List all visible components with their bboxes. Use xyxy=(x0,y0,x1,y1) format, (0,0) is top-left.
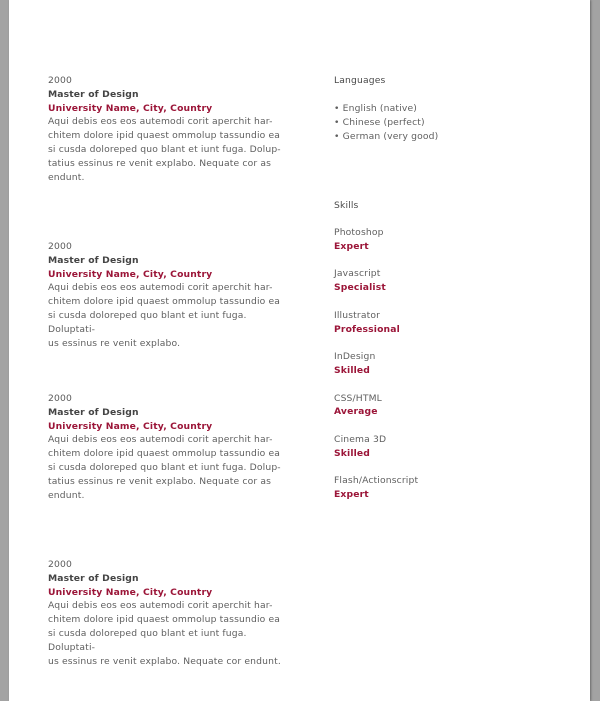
education-year: 2000 xyxy=(48,75,72,86)
resume-page xyxy=(9,0,590,701)
skills-list xyxy=(334,226,418,516)
education-university: University Name, City, Country xyxy=(48,420,213,432)
education-year: 2000 xyxy=(48,241,72,252)
skill-item xyxy=(334,350,418,378)
education-university: University Name, City, Country xyxy=(48,268,213,280)
skill-level: Skilled xyxy=(334,447,371,459)
skill-item xyxy=(334,309,418,337)
skill-name: InDesign xyxy=(334,351,376,363)
skill-name: Flash/Actionscript xyxy=(334,475,419,487)
language-item: • German (very good) xyxy=(334,130,439,142)
skill-level: Skilled xyxy=(334,364,371,376)
education-description: Aqui debis eos eos autemodi corit aperchit har- chitem dolore ipid quaest ommolup tassundio ea si cusda doloreped quo blant et iunt fuga. Doluptati- us essinus re venit explabo. xyxy=(48,282,281,349)
language-item: • English (native) xyxy=(334,103,418,114)
skill-name: Javascript xyxy=(334,268,381,280)
education-year: 2000 xyxy=(48,559,72,570)
skill-name: CSS/HTML xyxy=(334,392,382,404)
skill-level: Specialist xyxy=(334,282,386,294)
education-description: Aqui debis eos eos autemodi corit aperchit har- chitem dolore ipid quaest ommolup tassundio ea si cusda doloreped quo blant et iunt fuga. Dolup- tatius essinus re venit explabo. Nequate cor as endunt. xyxy=(48,116,281,183)
education-description: Aqui debis eos eos autemodi corit aperchit har- chitem dolore ipid quaest ommolup tassundio ea si cusda doloreped quo blant et iunt fuga. Dolup- tatius essinus re venit explabo. Nequate cor as endunt. xyxy=(48,434,281,501)
education-degree: Master of Design xyxy=(48,254,139,266)
skill-name: Photoshop xyxy=(334,227,384,238)
education-university: University Name, City, Country xyxy=(48,586,213,598)
skill-item xyxy=(334,267,418,295)
education-degree: Master of Design xyxy=(48,572,139,584)
skill-item xyxy=(334,474,418,502)
languages-title: Languages xyxy=(334,75,386,86)
skill-item xyxy=(334,433,418,461)
skill-name: Illustrator xyxy=(334,309,381,321)
skills-title: Skills xyxy=(334,200,359,211)
education-entry xyxy=(48,392,288,502)
education-description: Aqui debis eos eos autemodi corit aperchit har- chitem dolore ipid quaest ommolup tassundio ea si cusda doloreped quo blant et iunt fuga. Doluptati- us essinus re venit explabo. Nequate cor endunt. xyxy=(48,600,281,667)
skill-name: Cinema 3D xyxy=(334,433,387,445)
education-university: University Name, City, Country xyxy=(48,102,213,114)
languages-list xyxy=(334,102,438,143)
education-degree: Master of Design xyxy=(48,406,139,418)
education-entry xyxy=(48,240,288,350)
education-year: 2000 xyxy=(48,393,72,404)
skill-level: Professional xyxy=(334,323,400,335)
skill-item xyxy=(334,392,418,420)
skill-item xyxy=(334,226,418,254)
education-entry xyxy=(48,558,288,668)
language-item: • Chinese (perfect) xyxy=(334,116,425,128)
education-degree: Master of Design xyxy=(48,88,139,100)
skill-level: Average xyxy=(334,406,378,418)
education-entry xyxy=(48,74,288,184)
skill-level: Expert xyxy=(334,489,369,501)
skill-level: Expert xyxy=(334,240,369,252)
